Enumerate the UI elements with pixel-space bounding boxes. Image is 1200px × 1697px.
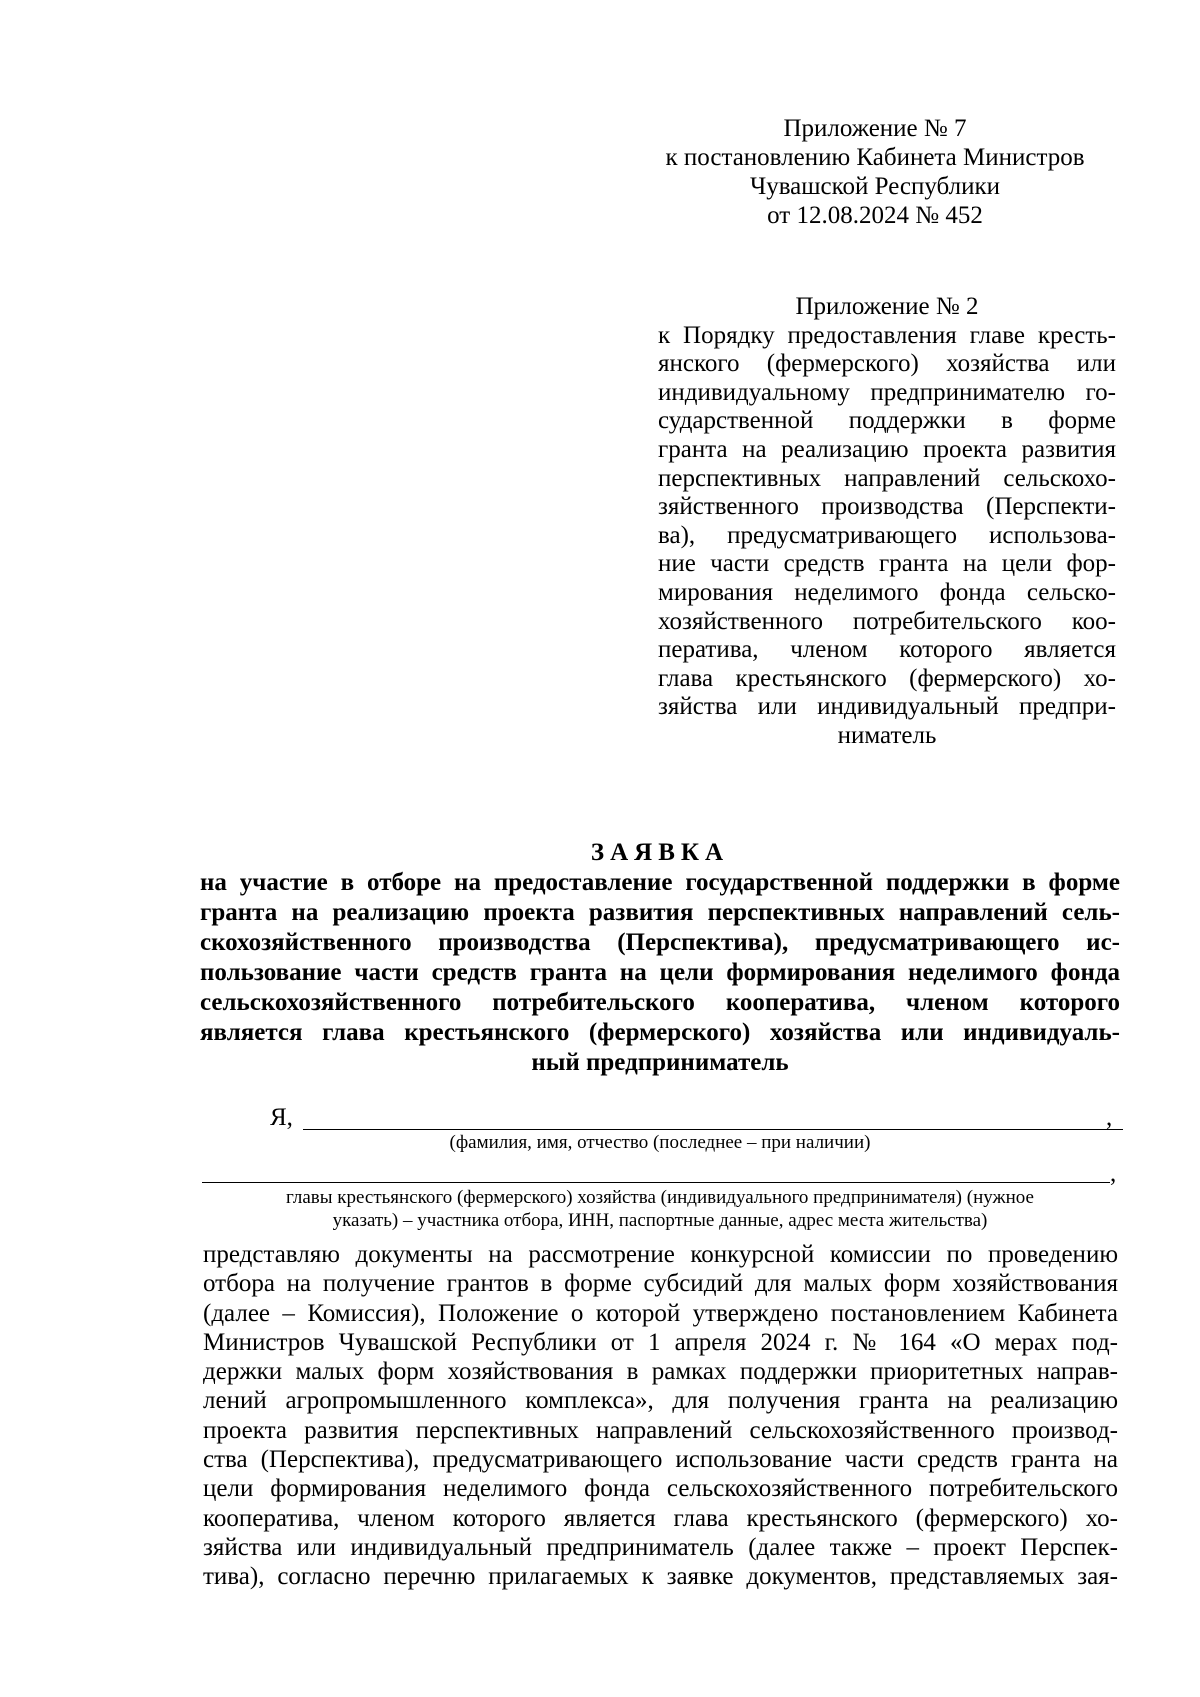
application-heading: ЗАЯВКА [590, 839, 730, 866]
application-subtitle-line: гранта на реализацию проекта развития перспективных направлений сель- [200, 899, 1120, 926]
annex-order-line: ператива, членом которого является [658, 636, 1116, 664]
applicant-line-comma: , [1106, 1104, 1113, 1131]
body-line: тива), согласно перечню прилагаемых к заявке документов, представляемых зая- [203, 1563, 1118, 1591]
annex-order-line: ниматель [837, 721, 937, 749]
body-line: держки малых форм хозяйствования в рамках поддержки приоритетных направ- [203, 1358, 1118, 1386]
annex-order-line: перспективных направлений сельскохо- [658, 464, 1116, 492]
annex-main-line: к постановлению Кабинета Министров [665, 144, 1085, 171]
application-subtitle-line: сельскохозяйственного потребительского кооператива, членом которого [200, 989, 1120, 1016]
applicant-name-hint: (фамилия, имя, отчество (последнее – при наличии) [449, 1132, 871, 1153]
body-line: кооператива, членом которого является глава крестьянского (фермерского) хо- [203, 1504, 1118, 1532]
participant-hint-line: указать) – участника отбора, ИНН, паспортные данные, адрес места жительства) [332, 1210, 988, 1231]
annex-order-line: зяйственного производства (Перспекти- [658, 493, 1116, 521]
annex-order-line: хозяйственного потребительского коо- [658, 607, 1116, 635]
participant-details-hint [210, 1186, 1110, 1232]
annex-order-line: мирования неделимого фонда сельско- [658, 578, 1116, 606]
annex-order-line: гранта на реализацию проекта развития [658, 435, 1116, 463]
applicant-name-fill-line [303, 1129, 1123, 1130]
annex-order-line: янского (фермерского) хозяйства или [658, 350, 1116, 378]
annex-order-line: индивидуальному предпринимателю го- [658, 378, 1116, 406]
annex-order-title: Приложение № 2 [795, 293, 979, 320]
annex-order-block [658, 293, 1116, 751]
body-line: зяйства или индивидуальный предприниматель (далее также – проект Перспек- [203, 1533, 1118, 1561]
application-subtitle-line: скохозяйственного производства (Перспектива), предусматривающего ис- [200, 929, 1120, 956]
application-title-block [200, 838, 1120, 1078]
annex-order-line: сударственной поддержки в форме [658, 407, 1116, 435]
participant-hint-line: главы крестьянского (фермерского) хозяйства (индивидуального предпринимателя) (нужное [286, 1187, 1034, 1208]
body-line: ства (Перспектива), предусматривающего использование части средств гранта на [203, 1446, 1118, 1474]
body-line: проекта развития перспективных направлений сельскохозяйственного производ- [203, 1416, 1118, 1444]
application-subtitle-line: является глава крестьянского (фермерского) хозяйства или индивидуаль- [200, 1019, 1120, 1046]
application-subtitle-line: ный предприниматель [531, 1049, 789, 1076]
body-line: цели формирования неделимого фонда сельскохозяйственного потребительского [203, 1475, 1118, 1503]
annex-order-line: ва), предусматривающего использова- [658, 521, 1116, 549]
body-line: Министров Чувашской Республики от 1 апреля 2024 г. № 164 «О мерах под- [203, 1328, 1118, 1356]
annex-order-line: ние части средств гранта на цели фор- [658, 550, 1116, 578]
annex-order-line: глава крестьянского (фермерского) хо- [658, 664, 1116, 692]
annex-order-line: зяйства или индивидуальный предпри- [658, 693, 1116, 721]
annex-main-line: от 12.08.2024 № 452 [767, 202, 983, 229]
application-subtitle-line: на участие в отборе на предоставление государственной поддержки в форме [200, 869, 1120, 896]
annex-main-line: Приложение № 7 [783, 115, 967, 142]
body-line: представляю документы на рассмотрение конкурсной комиссии по проведению [203, 1241, 1118, 1268]
participant-line-comma: , [1110, 1160, 1117, 1187]
annex-main-line: Чувашской Республики [749, 173, 1001, 200]
annex-order-line: к Порядку предоставления главе кресть- [658, 321, 1116, 349]
application-subtitle-line: пользование части средств гранта на цели формирования неделимого фонда [200, 959, 1120, 986]
participant-details-fill-line [202, 1182, 1110, 1183]
body-line: отбора на получение грантов в форме субсидий для малых форм хозяйствования [203, 1270, 1118, 1298]
body-line: лений агропромышленного комплекса», для получения гранта на реализацию [203, 1387, 1118, 1415]
applicant-prefix: Я, [270, 1104, 293, 1131]
annex-main-block [640, 114, 1110, 230]
body-line: (далее – Комиссия), Положение о которой утверждено постановлением Кабинета [203, 1299, 1118, 1327]
body-paragraph [203, 1240, 1118, 1592]
